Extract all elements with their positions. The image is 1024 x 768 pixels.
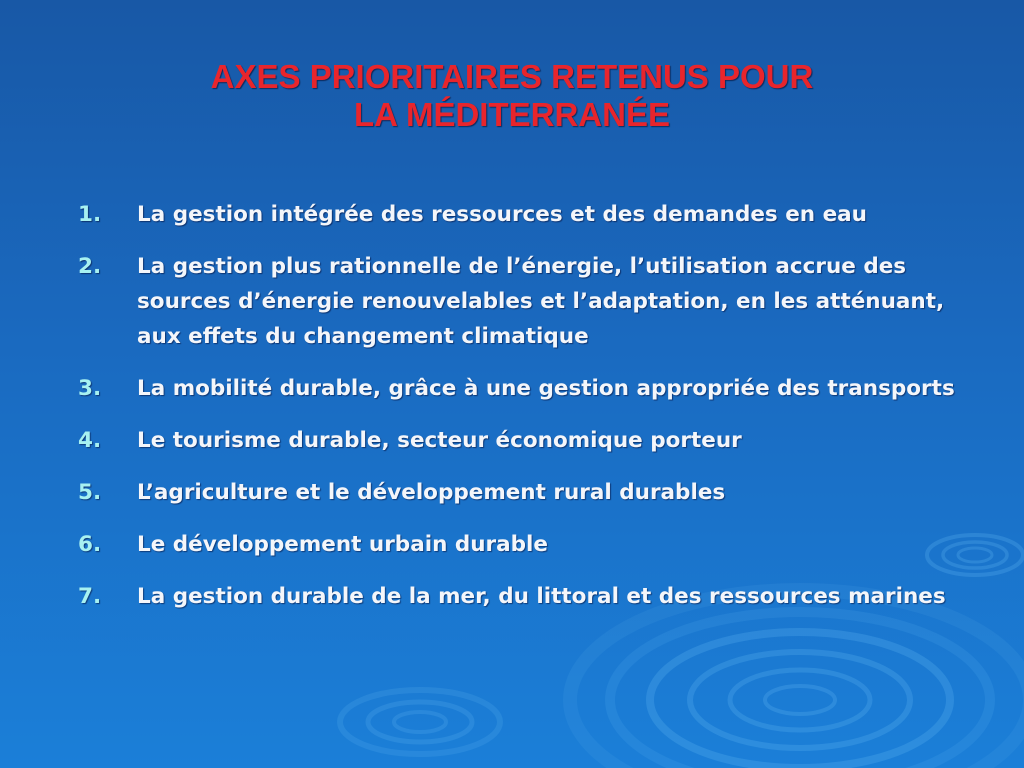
list-item xyxy=(0,527,1024,562)
item-number: 6. xyxy=(78,532,102,557)
slide-title xyxy=(0,58,1024,134)
list-item xyxy=(0,475,1024,510)
item-number: 3. xyxy=(78,376,102,401)
item-number: 5. xyxy=(78,480,102,505)
priority-list xyxy=(0,197,1024,631)
list-item xyxy=(0,249,1024,354)
item-number: 1. xyxy=(78,202,102,227)
title-line-2: LA MÉDITERRANÉE xyxy=(354,96,670,133)
list-item xyxy=(0,423,1024,458)
list-item xyxy=(0,371,1024,406)
list-item xyxy=(0,197,1024,232)
item-number: 7. xyxy=(78,584,102,609)
item-text: La mobilité durable, grâce à une gestion appropriée des transports xyxy=(137,376,955,401)
item-number: 4. xyxy=(78,428,102,453)
item-text: Le tourisme durable, secteur économique porteur xyxy=(137,428,742,453)
item-text: L’agriculture et le développement rural durables xyxy=(137,480,726,505)
title-line-1: AXES PRIORITAIRES RETENUS POUR xyxy=(210,58,814,95)
item-number: 2. xyxy=(78,254,102,279)
item-text: La gestion durable de la mer, du littoral et des ressources marines xyxy=(137,584,946,609)
item-text: La gestion intégrée des ressources et des demandes en eau xyxy=(137,202,867,227)
ripple-bottom-left xyxy=(340,690,500,754)
list-item xyxy=(0,579,1024,614)
item-text: Le développement urbain durable xyxy=(137,532,549,557)
item-text: La gestion plus rationnelle de l’énergie, l’utilisation accrue des sources d’énergie renouvelables et l’adaptation, en les atténuant, aux effets du changement climatique xyxy=(137,254,945,349)
